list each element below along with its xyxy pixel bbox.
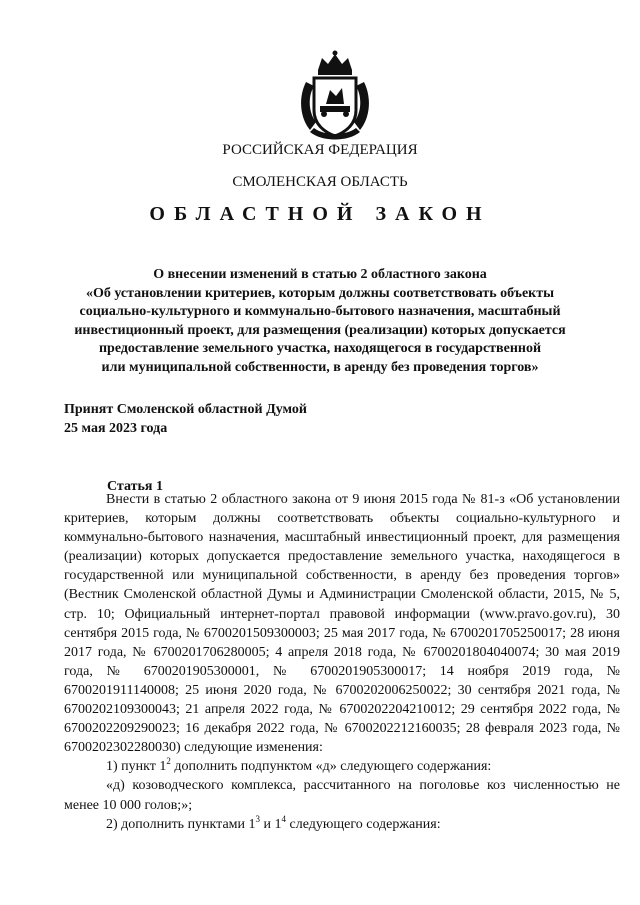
item-1-quote-paragraph: «д) козоводческого комплекса, рассчитанного на поголовье коз численностью не менее 10 000 голов;»;	[64, 778, 620, 813]
country-heading: РОССИЙСКАЯ ФЕДЕРАЦИЯ	[222, 142, 418, 158]
adopted-by: Принят Смоленской областной Думой	[64, 402, 307, 417]
item-1-text: 1) пункт 1	[106, 759, 167, 775]
item-1-superscript: 2	[166, 756, 171, 767]
item-1-paragraph	[64, 757, 620, 776]
document-type-title: ОБЛАСТНОЙ ЗАКОН	[149, 203, 491, 225]
article-title: Статья 1	[107, 479, 163, 494]
item-2-text-mid: и 1	[260, 816, 282, 832]
item-2-superscript-b: 4	[281, 813, 287, 824]
item-2-text-rest: следующего содержания:	[286, 816, 441, 832]
item-1-text-rest: дополнить подпунктом «д» следующего содержания:	[170, 759, 492, 775]
item-2-paragraph	[64, 815, 620, 834]
subject-line: или муниципальной собственности, в аренду без проведения торгов»	[101, 359, 539, 375]
law-subject	[40, 266, 600, 377]
subject-line: инвестиционный проект, для размещения (реализации) которых допускается	[74, 322, 566, 338]
item-2-text: 2) дополнить пунктами 1	[106, 816, 256, 832]
coat-of-arms-emblem	[296, 48, 374, 144]
subject-line: предоставление земельного участка, находящегося в государственной	[98, 341, 542, 356]
adoption-date: 25 мая 2023 года	[64, 421, 168, 436]
region-heading: СМОЛЕНСКАЯ ОБЛАСТЬ	[232, 174, 408, 190]
subject-line: социально-культурного и коммунально-бытового назначения, масштабный	[79, 304, 561, 319]
article-body	[64, 490, 620, 834]
adoption-info	[64, 400, 307, 438]
article-intro-paragraph: Внести в статью 2 областного закона от 9 июня 2015 года № 81-з «Об установлении критериев, которым должны соответствовать объекты социально-культурного и коммунально-бытового назначения, масштабный инвестиционный проект, для размещения (реализации) которых допускается предоставление земельного участка, находящегося в государственной или муниципальной собственности, в аренду без проведения торгов» (Вестник Смоленской областной Думы и Администрации Смоленской области, 2015, № 5, стр. 10; Официальный интернет-портал правовой информации (www.pravo.gov.ru), 30 сентября 2015 года, № 6700201509300003; 25 мая 2017 года, № 6700201705250017; 28 июня 2017 года, № 6700201706280005; 4 апреля 2018 года, № 6700201804040074; 30 мая 2019 года, № 6700201905300001, № 6700201905300017; 14 ноября 2019 года, № 6700201911140008; 25 июня 2020 года, № 6700202006250022; 30 сентября 2021 года, № 6700202109300043; 21 апреля 2022 года, № 6700202204210012; 29 сентября 2022 года, № 6700202209290023; 16 декабря 2022 года, № 6700202212160035; 28 февраля 2023 года, № 6700202302280030) следующие изменения:	[64, 492, 620, 756]
subject-line: «Об установлении критериев, которым должны соответствовать объекты	[85, 285, 555, 301]
item-2-superscript-a: 3	[255, 813, 261, 824]
subject-line: О внесении изменений в статью 2 областного закона	[153, 267, 487, 282]
